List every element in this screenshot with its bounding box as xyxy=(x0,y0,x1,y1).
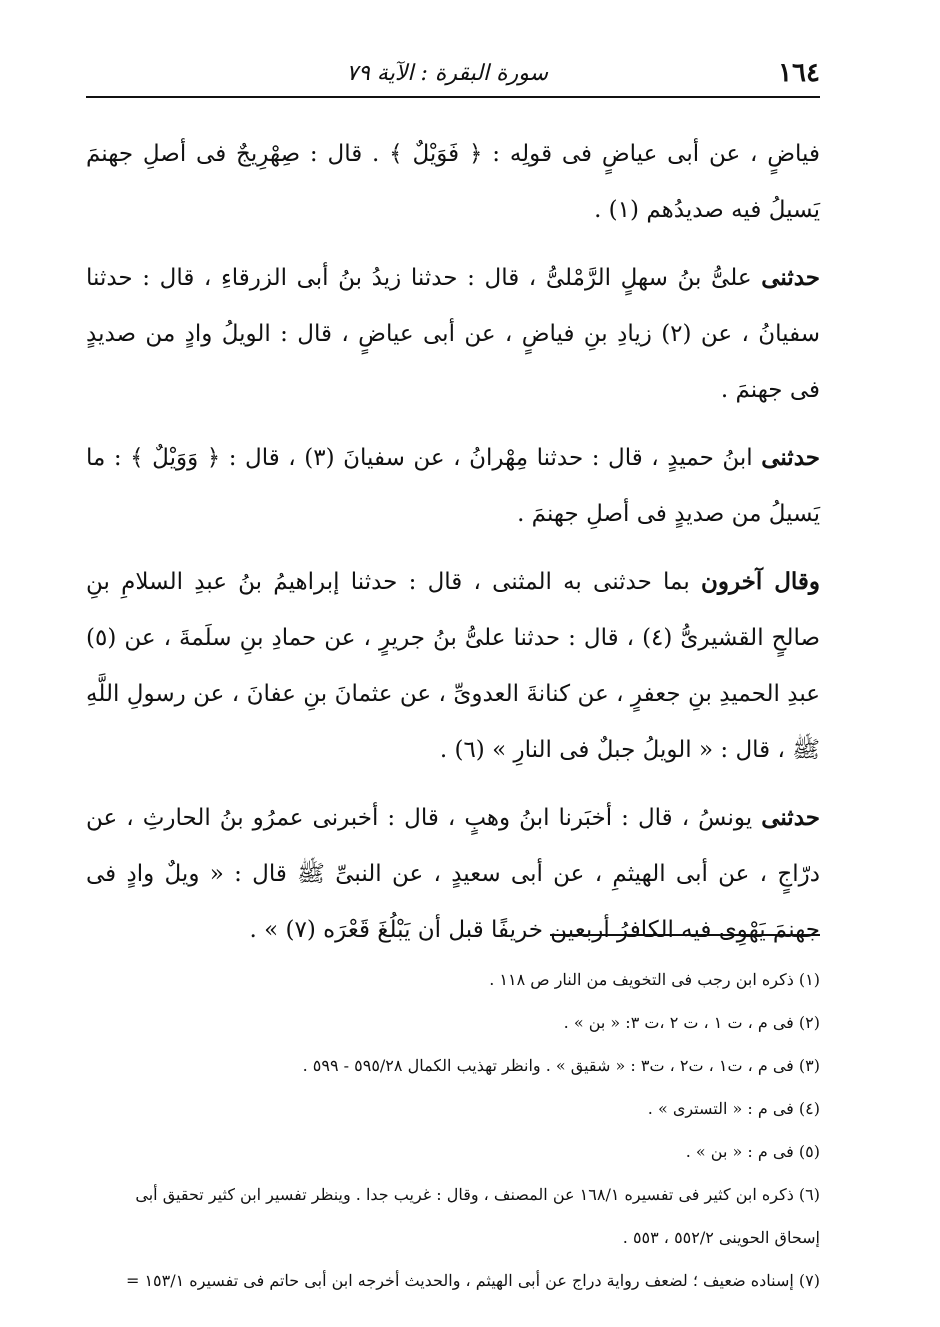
paragraph xyxy=(86,430,820,542)
paragraph-lead: حدثنى xyxy=(761,804,820,831)
paragraph-text: بما حدثنى به المثنى ، قال : حدثنا إبراهيمُ بنُ عبدِ السلامِ بنِ صالحٍ القشيرىُّ (٤) ، قال : حدثنا علىُّ بنُ جريرٍ ، عن حمادِ بنِ سلَمةَ ، عن (٥) عبدِ الحميدِ بنِ جعفرٍ ، عن كنانةَ العدوىِّ ، عن عثمانَ بنِ عفانَ ، عن رسولِ اللَّهِ ﷺ ، قال : « الويلُ جبلٌ فى النارِ » (٦) . xyxy=(86,569,820,763)
footnote: (٢) فى م ، ت ١ ، ت ٢ ،ت ٣: « بن » . xyxy=(563,1013,820,1032)
footnote: (٣) فى م ، ت١ ، ت٢ ، ت٣ : « شقيق » . وانظر تهذيب الكمال ٥٩٥/٢٨ - ٥٩٩ . xyxy=(302,1056,820,1075)
paragraph-lead: حدثنى xyxy=(761,444,820,471)
paragraph xyxy=(86,126,820,238)
paragraph-text: يونسُ ، قال : أخبَرنا ابنُ وهبٍ ، قال : أخبرنى عمرُو بنُ الحارثِ ، عن درّاجٍ ، عن أبى الهيثمِ ، عن أبى سعيدٍ ، عن النبىِّ ﷺ قال : « ويلٌ وادٍ فى جهنمَ يَهْوِى فيه الكافرُ أربعين خريفًا قبل أن يَبْلُغَ قَعْرَه (٧) » . xyxy=(86,805,820,943)
footnote: (٦) ذكره ابن كثير فى تفسيره ١٦٨/١ عن المصنف ، وقال : غريب جدا . وينظر تفسير ابن كثير تحقيق أبى إسحاق الحوينى ٥٥٢/٢ ، ٥٥٣ . xyxy=(135,1185,820,1247)
paragraph-text: ابنُ حميدٍ ، قال : حدثنا مِهْرانُ ، عن سفيانَ (٣) ، قال : ﴿ وَوَيْلٌ ﴾ : ما يَسيلُ من صديدٍ فى أصلِ جهنمَ . xyxy=(86,445,820,527)
footnotes xyxy=(86,958,820,1302)
paragraph-lead: حدثنى xyxy=(761,264,821,291)
page-number: ١٦٤ xyxy=(778,58,820,88)
footnote-separator xyxy=(550,934,820,936)
paragraph-text: فياضٍ ، عن أبى عياضٍ فى قولِه : ﴿ فَوَيْلٌ ﴾ . قال : صِهْرِيجٌ فى أصلِ جهنمَ يَسيلُ فيه صديدُهم (١) . xyxy=(86,141,820,223)
page-header xyxy=(86,50,820,98)
paragraph-lead: وقال آخرون xyxy=(700,568,821,595)
paragraph xyxy=(86,250,820,418)
footnote: (١) ذكره ابن رجب فى التخويف من النار ص ١١٨ . xyxy=(489,970,820,989)
footnote: (٤) فى م : « التسترى » . xyxy=(647,1099,820,1118)
paragraph xyxy=(86,554,820,778)
footnote: (٥) فى م : « بن » . xyxy=(685,1142,820,1161)
footnote: (٧) إسناده ضعيف ؛ لضعف رواية دراج عن أبى الهيثم ، والحديث أخرجه ابن أبى حاتم فى تفسيره ١٥٣/١ = xyxy=(125,1271,820,1290)
main-text xyxy=(86,126,820,970)
paragraph xyxy=(86,790,820,958)
running-title: سورة البقرة : الآية ٧٩ xyxy=(346,60,549,86)
paragraph-text: علىُّ بنُ سهلٍ الرَّمْلىُّ ، قال : حدثنا زيدُ بنُ أبى الزرقاءِ ، قال : حدثنا سفيانُ ، عن (٢) زيادِ بنِ فياضٍ ، عن أبى عياضٍ ، قال : الويلُ وادٍ من صديدٍ فى جهنمَ . xyxy=(86,265,820,403)
